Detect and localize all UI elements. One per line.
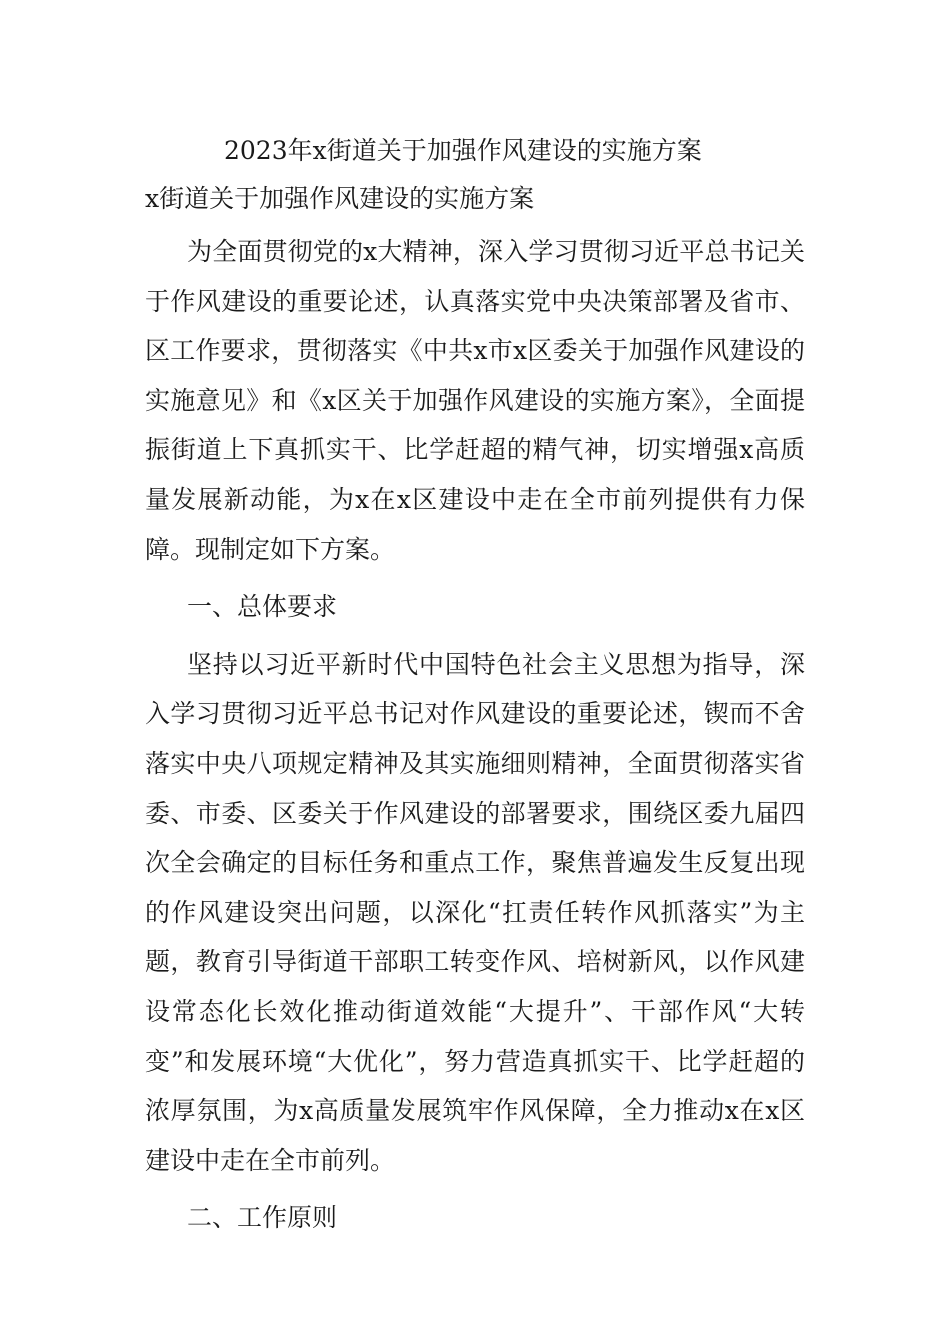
general-requirements-paragraph: 坚持以习近平新时代中国特色社会主义思想为指导，深入学习贯彻习近平总书记对作风建设的重要论述，锲而不舍落实中央八项规定精神及其实施细则精神，全面贯彻落实省委、市委、区委关于作风建设的部署要求，围绕区委九届四次全会确定的目标任务和重点工作，聚焦普遍发生反复出现的作风建设突出问题，以深化“扛责任转作风抓落实”为主题，教育引导街道干部职工转变作风、培树新风，以作风建设常态化长效化推动街道效能“大提升”、干部作风“大转变”和发展环境“大优化”，努力营造真抓实干、比学赶超的浓厚氛围，为x高质量发展筑牢作风保障，全力推动x在x区建设中走在全市前列。 [145, 649, 805, 1175]
intro-paragraph: 为全面贯彻党的x大精神，深入学习贯彻习近平总书记关于作风建设的重要论述，认真落实党中央决策部署及省市、区工作要求，贯彻落实《中共x市x区委关于加强作风建设的实施意见》和《x区关于加强作风建设的实施方案》，全面提振街道上下真抓实干、比学赶超的精气神，切实增强x高质量发展新动能，为x在x区建设中走在全市前列提供有力保障。现制定如下方案。 [145, 237, 805, 564]
document-body [145, 227, 805, 1243]
section-heading-general-requirements: 一、总体要求 [187, 592, 338, 622]
document-subtitle: x街道关于加强作风建设的实施方案 [145, 184, 535, 213]
section-heading-work-principles: 二、工作原则 [187, 1203, 338, 1233]
document-title: 2023年x街道关于加强作风建设的实施方案 [224, 136, 702, 165]
